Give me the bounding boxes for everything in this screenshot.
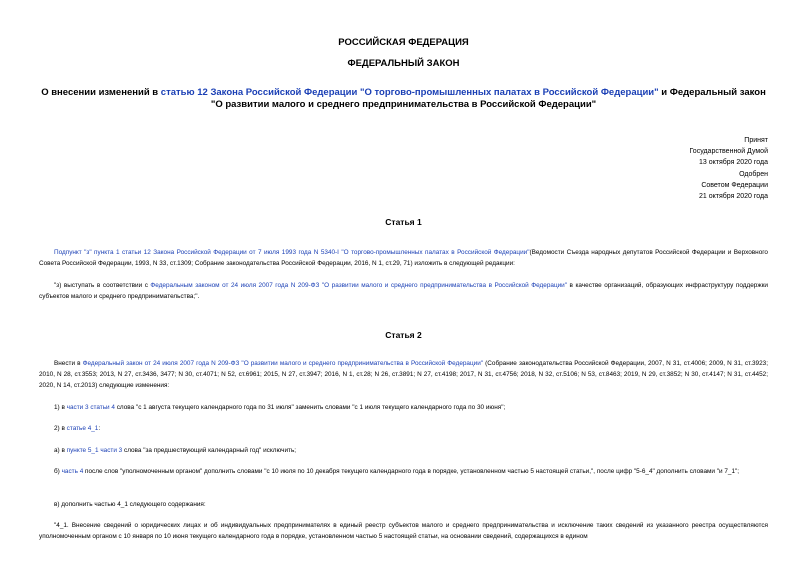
- item-b-suffix: после слов "уполномоченным органом" дополнить словами "с 10 июля по 10 декабря текущего календарного года в порядке, установленном частью 5 настоящей статьи,", после цифр "5-6_4" дополнить словами "и 7_1";: [83, 468, 740, 475]
- article-2-item-a: [39, 445, 768, 456]
- adoption-block: [689, 135, 768, 202]
- article-2-quote: "4_1. Внесение сведений о юридических лицах и об индивидуальных предпринимателях в единый реестр субъектов малого и среднего предпринимательства и исключение таких сведений из указанного реестра осуществляются уполномоченным органом с 10 января по 10 июня текущего календарного года в порядке, установленном частью 5 настоящей статьи, на основании сведений, содержащихся в едином: [39, 522, 768, 540]
- article-2-paragraph-1: [39, 358, 768, 391]
- article-2-item-2: [39, 423, 768, 434]
- article-2-item-v: в) дополнить частью 4_1 следующего содержания:: [54, 501, 206, 508]
- item-b-link[interactable]: часть 4: [61, 468, 84, 475]
- law-title: [40, 87, 767, 111]
- item-b-prefix: б): [54, 468, 62, 475]
- article-1-paragraph-1: [39, 247, 768, 269]
- header-law-type: ФЕДЕРАЛЬНЫЙ ЗАКОН: [347, 58, 460, 69]
- article-2-item-b: [39, 466, 768, 477]
- adoption-line: 21 октября 2020 года: [699, 193, 768, 201]
- item-2-suffix: :: [98, 425, 101, 432]
- article-2-link-federal-law-209[interactable]: Федеральный закон от 24 июля 2007 года N 209-ФЗ "О развитии малого и среднего предпринимательства в Российской Федерации": [82, 360, 484, 367]
- article-2-heading: Статья 2: [385, 330, 422, 340]
- article-1-paragraph-1-text: (Ведомости Съезда народных депутатов Российской Федерации и Верховного Совета Российской Федерации, 1993, N 33, ст.1309; Собрание законодательства Российской Федерации, 2016, N 1, ст.29, 71) изложить в следующей редакции:: [39, 249, 768, 267]
- adoption-line: Советом Федерации: [701, 181, 768, 189]
- title-link-article-12[interactable]: статью 12 Закона Российской Федерации "О торгово-промышленных палатах в Российской Федерации": [160, 87, 659, 98]
- item-a-suffix: слова "за предшествующий календарный год" исключить;: [122, 447, 297, 454]
- item-1-link[interactable]: части 3 статьи 4: [66, 404, 115, 411]
- item-2-link[interactable]: статье 4_1: [66, 425, 99, 432]
- item-2-prefix: 2) в: [54, 425, 67, 432]
- article-2-paragraph-1-suffix: (Собрание законодательства Российской Федерации, 2007, N 31, ст.4006; 2009, N 31, ст.3923; 2010, N 28, ст.3553; 2013, N 27, ст.3436, 3477; N 30, ст.4071; N 52, ст.6961; 2015, N 27, ст.3947; 2016, N 1, ст.28; N 26, ст.3891; N 27, ст.4198; 2017, N 31, ст.4756; 2018, N 32, ст.5106; N 53, ст.8463; 2019, N 29, ст.3852; N 30, ст.4147; N 31, ст.4452; 2020, N 14, ст.2013) следующие изменения:: [39, 360, 768, 389]
- item-a-prefix: а) в: [54, 447, 67, 454]
- adoption-line: Одобрен: [739, 170, 768, 178]
- article-1-paragraph-2-suffix: в качестве организаций, образующих инфраструктуру поддержки субъектов малого и среднего предпринимательства;".: [39, 282, 768, 300]
- article-1-paragraph-2: [39, 280, 768, 302]
- article-1-link-federal-law-209[interactable]: Федеральным законом от 24 июля 2007 года N 209-ФЗ "О развитии малого и среднего предпринимательства в Российской Федерации": [150, 282, 568, 289]
- adoption-line: Принят: [744, 137, 768, 144]
- article-1-link-subparagraph-z[interactable]: Подпункт "з" пункта 1 статьи 12 Закона Российской Федерации от 7 июля 1993 года N 5340-I "О торгово-промышленных палатах в Российской Федерации": [54, 249, 530, 256]
- title-middle: и Федеральный закон "О развитии малого и среднего предпринимательства в Российской Федерации": [210, 87, 766, 110]
- item-a-link[interactable]: пункте 5_1 части 3: [66, 447, 123, 454]
- article-1-paragraph-2-prefix: "з) выступать в соответствии с: [54, 282, 151, 289]
- adoption-line: 13 октября 2020 года: [699, 159, 768, 167]
- title-prefix: О внесении изменений в: [41, 87, 161, 98]
- item-1-prefix: 1) в: [54, 404, 67, 411]
- article-1-heading: Статья 1: [385, 217, 422, 227]
- article-2-item-1: [39, 402, 768, 413]
- item-1-suffix: слова "с 1 августа текущего календарного года по 31 июля" заменить словами "с 1 июля текущего календарного года по 30 июня";: [114, 404, 506, 411]
- adoption-line: Государственной Думой: [689, 148, 768, 156]
- article-2-paragraph-1-prefix: Внести в: [54, 360, 83, 367]
- header-country: РОССИЙСКАЯ ФЕДЕРАЦИЯ: [338, 37, 469, 48]
